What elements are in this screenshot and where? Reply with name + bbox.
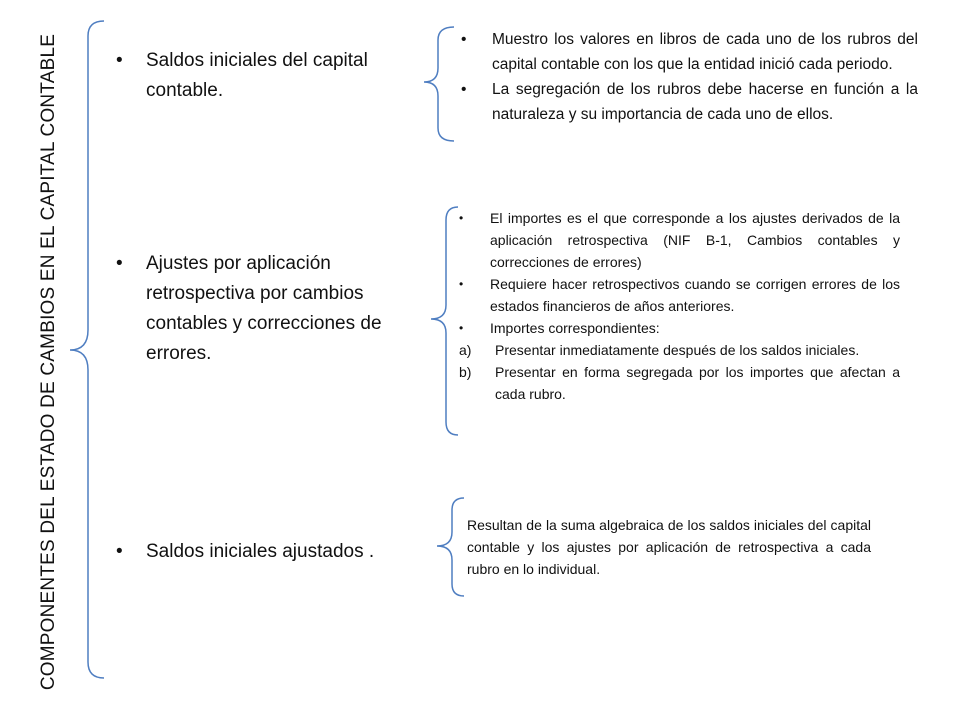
- sub-list-item: a) Presentar inmediatamente después de los saldos iniciales.: [459, 339, 900, 361]
- main-brace: [70, 21, 104, 678]
- list-item: • Requiere hacer retrospectivos cuando se corrigen errores de los estados financieros de años anteriores.: [459, 273, 900, 317]
- detail-ajustes: [459, 207, 900, 405]
- bullet-icon: •: [459, 211, 464, 225]
- detail-saldos-iniciales: [461, 27, 918, 127]
- bullet-icon: •: [116, 50, 123, 71]
- bullet-icon: •: [459, 277, 464, 291]
- bullet-icon: •: [116, 253, 123, 274]
- sub-list-item: b) Presentar en forma segregada por los importes que afectan a cada rubro.: [459, 361, 900, 405]
- list-item: • El importes es el que corresponde a los ajustes derivados de la aplicación retrospectiva (NIF B-1, Cambios contables y correcciones de errores): [459, 207, 900, 273]
- detail-saldos-ajustados: Resultan de la suma algebraica de los saldos iniciales del capital contable y los ajustes por aplicación de retrospectiva a cada rubro en lo individual.: [467, 517, 871, 577]
- list-marker: b): [459, 364, 472, 380]
- component-label: Saldos iniciales del capital contable.: [146, 50, 368, 101]
- brace-saldos-iniciales: [424, 27, 454, 141]
- component-label: Saldos iniciales ajustados .: [146, 541, 375, 562]
- brace-saldos-ajustados: [437, 498, 464, 596]
- component-saldos-ajustados: [116, 537, 406, 567]
- diagram-title-text: COMPONENTES DEL ESTADO DE CAMBIOS EN EL CAPITAL CONTABLE: [38, 33, 59, 691]
- list-item: • Importes correspondientes:: [459, 317, 900, 339]
- component-ajustes: [116, 249, 406, 369]
- bullet-icon: •: [459, 321, 464, 335]
- list-item: • Muestro los valores en libros de cada uno de los rubros del capital contable con los que la entidad inició cada periodo.: [461, 27, 918, 77]
- list-item: • La segregación de los rubros debe hacerse en función a la naturaleza y su importancia de cada uno de ellos.: [461, 77, 918, 127]
- bullet-icon: •: [461, 31, 467, 48]
- bullet-icon: •: [461, 81, 467, 98]
- bullet-icon: •: [116, 541, 123, 562]
- component-saldos-iniciales: [116, 46, 406, 106]
- component-label: Ajustes por aplicación retrospectiva por cambios contables y correcciones de errores.: [146, 253, 382, 364]
- list-marker: a): [459, 342, 472, 358]
- brace-ajustes: [431, 207, 458, 435]
